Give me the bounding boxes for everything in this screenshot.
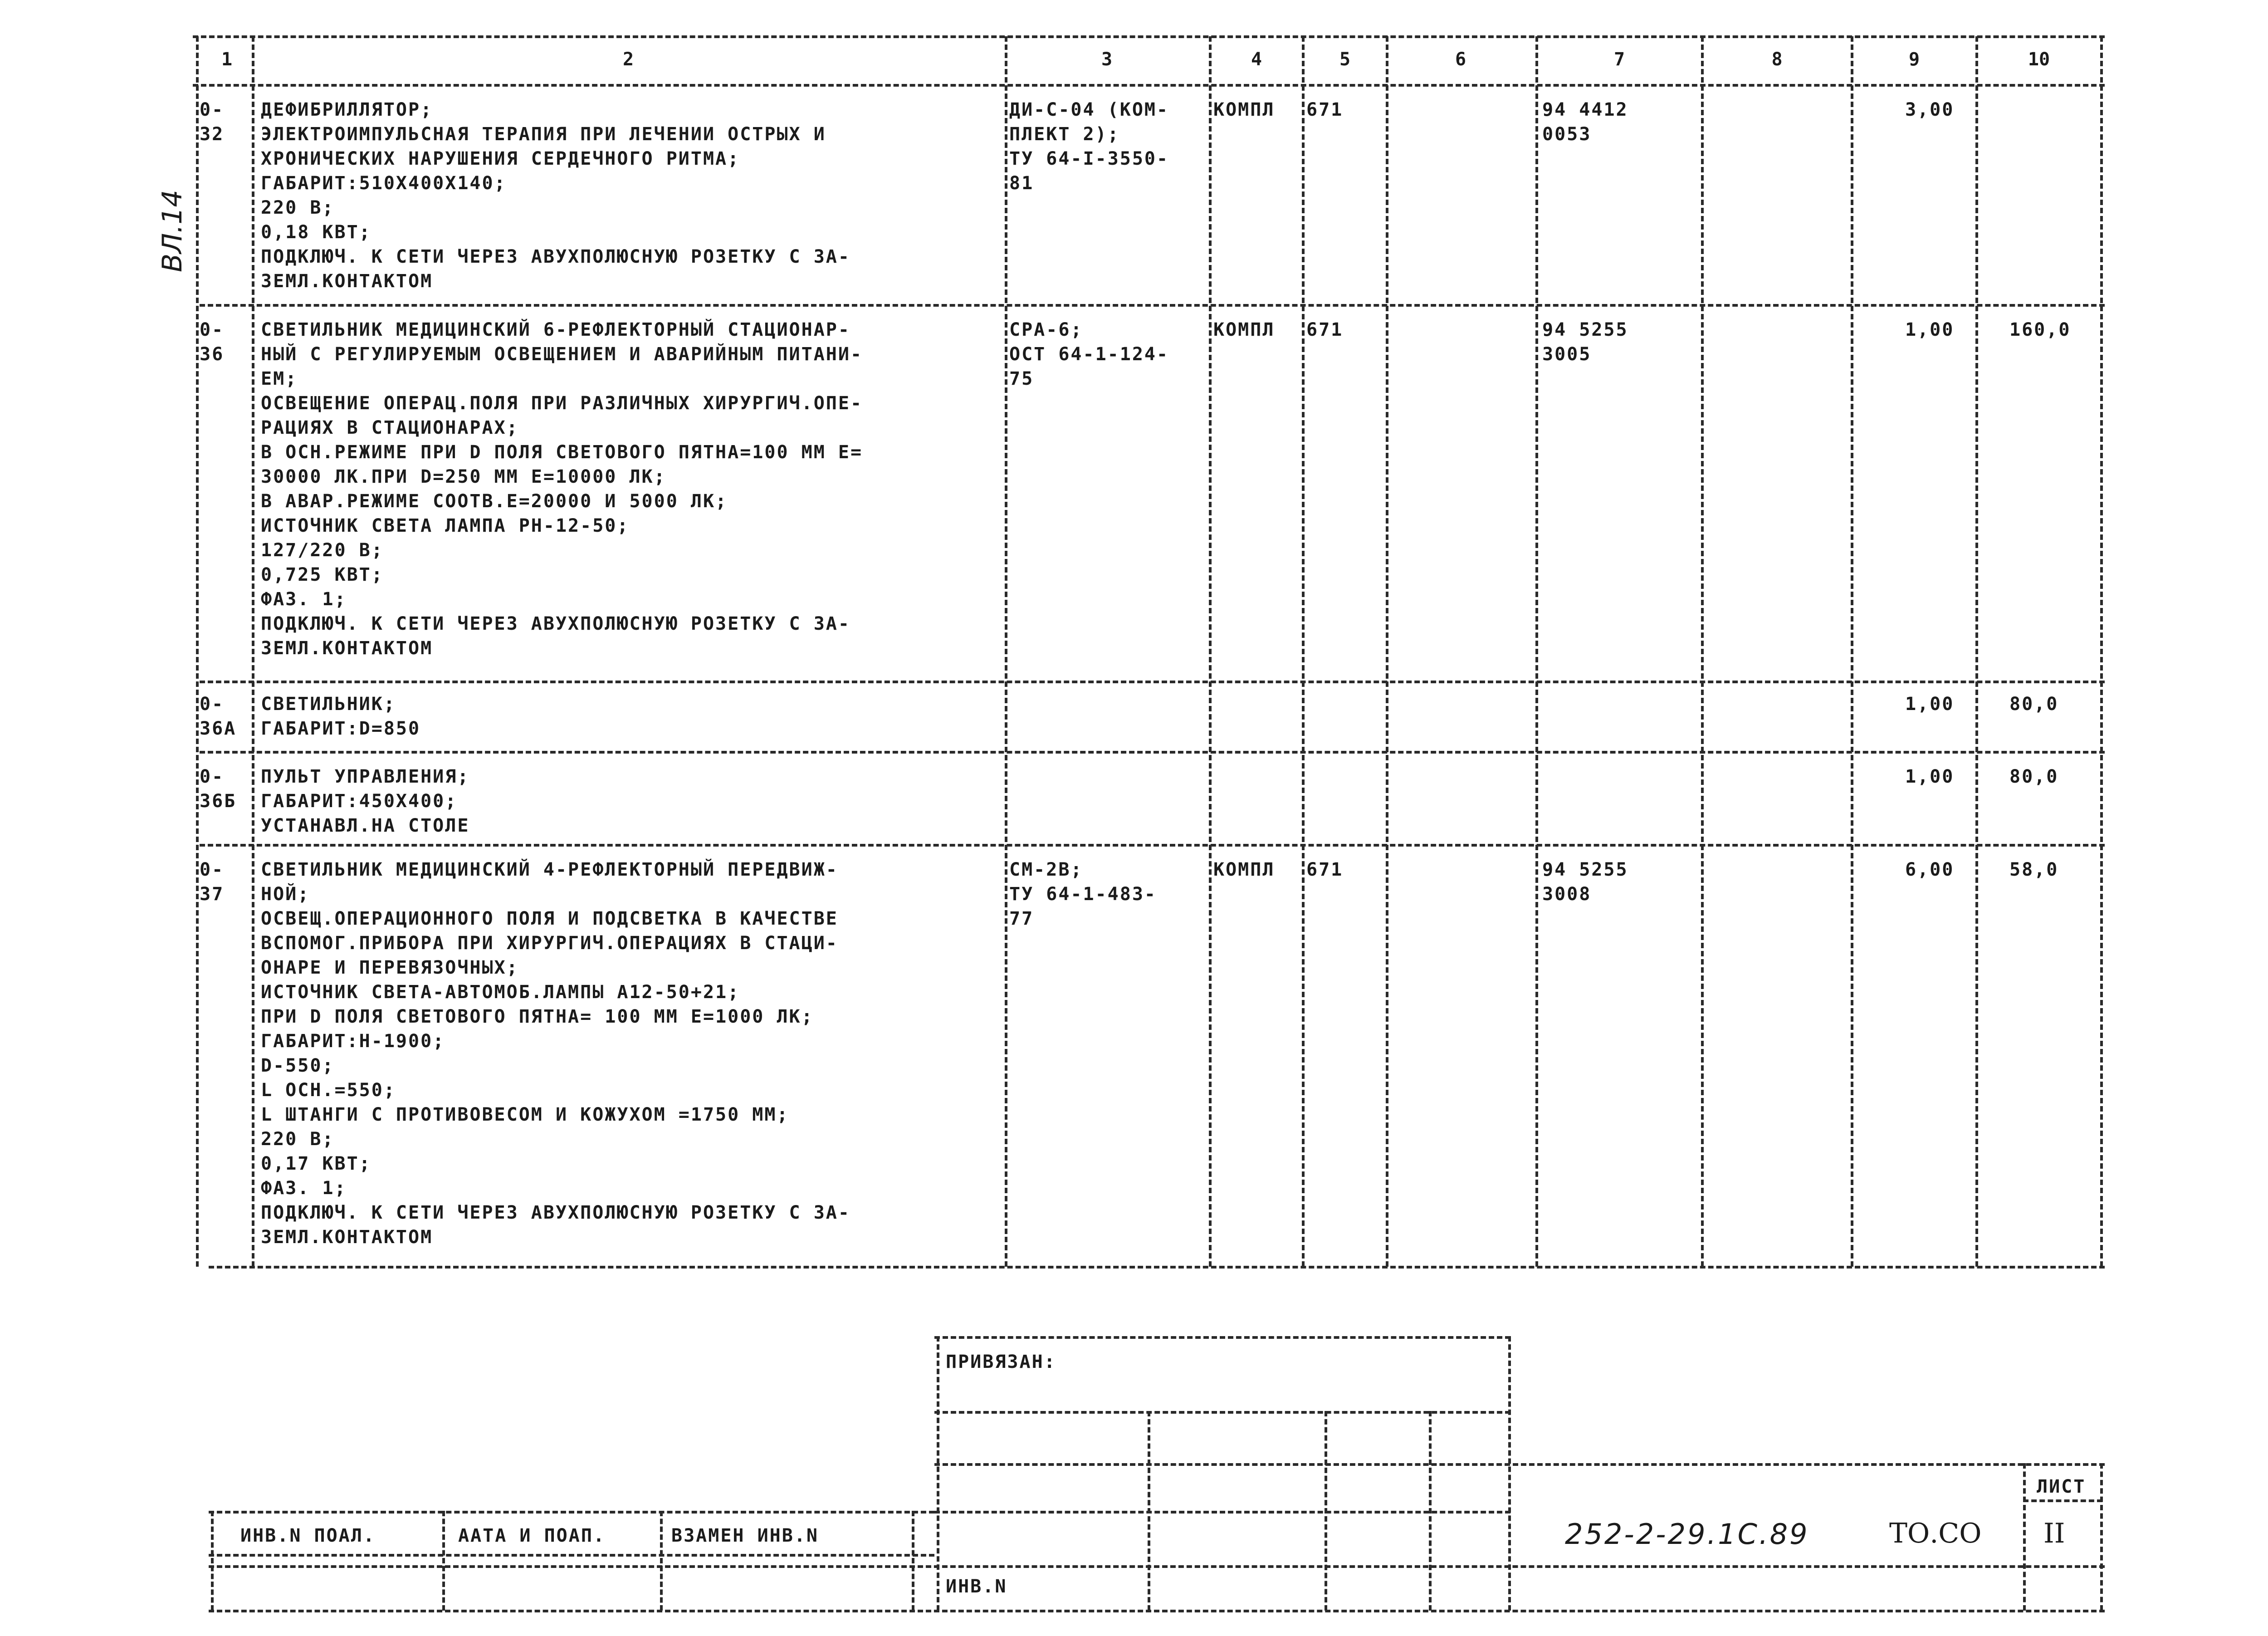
header-col-9: 9: [1908, 49, 1920, 70]
document-designation: 252-2-29.1С.89: [1565, 1518, 1809, 1551]
row-position: 0- 36: [200, 319, 225, 365]
tb-rule: [934, 1336, 1510, 1339]
tb-rule: [209, 1554, 934, 1557]
col-rule: [2100, 36, 2103, 1267]
header-col-5: 5: [1339, 49, 1351, 70]
margin-stamp: ВЛ.14: [156, 190, 188, 272]
document-code: ТО.СО: [1889, 1518, 1982, 1549]
tb-rule: [1508, 1336, 1511, 1611]
row-divider: [200, 844, 2105, 847]
row-unit: КОМПЛ: [1213, 319, 1275, 340]
col-rule: [1005, 36, 1007, 1267]
row-col7: 94 5255 3005: [1542, 319, 1628, 365]
row-divider: [200, 304, 2105, 307]
row-col7: 94 4412 0053: [1542, 99, 1628, 145]
tb-rule: [442, 1511, 445, 1611]
col-rule: [252, 36, 254, 1267]
row-divider: [200, 681, 2105, 683]
col-rule: [1975, 36, 1978, 1267]
table-top-rule: [193, 35, 2105, 38]
tb-rule: [2100, 1463, 2103, 1611]
col-rule: [1701, 36, 1704, 1267]
row-mass: 80,0: [2009, 694, 2059, 715]
tb-rule: [660, 1511, 663, 1611]
header-col-10: 10: [2028, 49, 2050, 70]
tb-rule: [912, 1511, 914, 1611]
row-type: СРА-6; ОСТ 64-1-124- 75: [1009, 319, 1169, 389]
header-col-7: 7: [1613, 49, 1625, 70]
row-description: СВЕТИЛЬНИК МЕДИЦИНСКИЙ 4-РЕФЛЕКТОРНЫЙ ПЕРЕДВИЖ- НОЙ; ОСВЕЩ.ОПЕРАЦИОННОГО ПОЛЯ И ПОДСВЕТКА В КАЧЕСТВЕ ВСПОМОГ.ПРИБОРА ПРИ ХИРУРГИЧ.ОПЕРАЦИЯХ В СТАЦИ- ОНАРЕ И ПЕРЕВЯЗОЧНЫХ; ИСТОЧНИК СВЕТА-АВТОМОБ.ЛАМПЫ А12-50+21; ПРИ D ПОЛЯ СВЕТОВОГО ПЯТНА= 100 ММ Е=1000 ЛК; ГАБАРИТ:Н-1900; D-550; L ОСН.=550; L ШТАНГИ С ПРОТИВОВЕСОМ И КОЖУХОМ =1750 ММ; 220 В; 0,17 КВТ; ФАЗ. 1; ПОДКЛЮЧ. К СЕТИ ЧЕРЕЗ АВУХПОЛЮСНУЮ РОЗЕТКУ С ЗА- ЗЕМЛ.КОНТАКТОМ: [261, 859, 850, 1248]
tb-rule: [209, 1610, 2105, 1612]
row-code: 671: [1306, 859, 1344, 880]
data-podp-label: ААТА И ПОАП.: [458, 1525, 606, 1546]
row-qty: 6,00: [1905, 859, 1955, 880]
row-unit: КОМПЛ: [1213, 859, 1275, 880]
row-qty: 3,00: [1905, 99, 1955, 120]
inv-n-label: ИНВ.N: [946, 1576, 1007, 1597]
header-col-2: 2: [622, 49, 634, 70]
col-rule: [196, 36, 199, 1267]
row-col7: 94 5255 3008: [1542, 859, 1628, 905]
header-bottom-rule: [193, 84, 2105, 87]
tb-rule: [2023, 1499, 2102, 1502]
tb-rule: [209, 1511, 934, 1514]
row-description: ДЕФИБРИЛЛЯТОР; ЭЛЕКТРОИМПУЛЬСНАЯ ТЕРАПИЯ ПРИ ЛЕЧЕНИИ ОСТРЫХ И ХРОНИЧЕСКИХ НАРУШЕНИЯ СЕРДЕЧНОГО РИТМА; ГАБАРИТ:510Х400Х140; 220 В; 0,18 КВТ; ПОДКЛЮЧ. К СЕТИ ЧЕРЕЗ АВУХПОЛЮСНУЮ РОЗЕТКУ С ЗА- ЗЕМЛ.КОНТАКТОМ: [261, 99, 850, 292]
col-rule: [1535, 36, 1538, 1267]
tb-rule: [211, 1511, 214, 1611]
row-position: 0- 36А: [200, 694, 237, 739]
row-type: ДИ-С-04 (КОМ- ПЛЕКТ 2); ТУ 64-I-3550- 81: [1009, 99, 1169, 194]
row-description: СВЕТИЛЬНИК; ГАБАРИТ:D=850: [261, 694, 421, 739]
header-col-4: 4: [1251, 49, 1262, 70]
header-col-8: 8: [1771, 49, 1783, 70]
row-description: СВЕТИЛЬНИК МЕДИЦИНСКИЙ 6-РЕФЛЕКТОРНЫЙ СТАЦИОНАР- НЫЙ С РЕГУЛИРУЕМЫМ ОСВЕЩЕНИЕМ И АВАРИЙНЫМ ПИТАНИ- ЕМ; ОСВЕЩЕНИЕ ОПЕРАЦ.ПОЛЯ ПРИ РАЗЛИЧНЫХ ХИРУРГИЧ.ОПЕ- РАЦИЯХ В СТАЦИОНАРАХ; В ОСН.РЕЖИМЕ ПРИ D ПОЛЯ СВЕТОВОГО ПЯТНА=100 ММ Е= 30000 ЛК.ПРИ D=250 ММ Е=10000 ЛК; В АВАР.РЕЖИМЕ СООТВ.Е=20000 И 5000 ЛК; ИСТОЧНИК СВЕТА ЛАМПА РН-12-50; 127/220 В; 0,725 КВТ; ФАЗ. 1; ПОДКЛЮЧ. К СЕТИ ЧЕРЕЗ АВУХПОЛЮСНУЮ РОЗЕТКУ С ЗА- ЗЕМЛ.КОНТАКТОМ: [261, 319, 863, 659]
row-mass: 80,0: [2009, 766, 2059, 787]
row-position: 0- 36Б: [200, 766, 237, 812]
row-unit: КОМПЛ: [1213, 99, 1275, 120]
row-mass: 160,0: [2009, 319, 2071, 340]
tb-rule: [1429, 1411, 1432, 1611]
sheet-label: ЛИСТ: [2037, 1476, 2086, 1497]
col-rule: [1851, 36, 1853, 1267]
row-position: 0- 37: [200, 859, 225, 905]
sheet-number: II: [2043, 1518, 2065, 1549]
tb-rule: [934, 1463, 2105, 1466]
header-col-6: 6: [1455, 49, 1466, 70]
header-col-3: 3: [1101, 49, 1113, 70]
tb-rule: [1148, 1411, 1150, 1611]
row-qty: 1,00: [1905, 694, 1955, 715]
tb-rule: [934, 1411, 1510, 1414]
tb-rule: [209, 1565, 2105, 1568]
col-rule: [1386, 36, 1388, 1267]
row-code: 671: [1306, 99, 1344, 120]
table-bottom-rule: [209, 1266, 2105, 1269]
privyazan-label: ПРИВЯЗАН:: [946, 1352, 1056, 1372]
row-divider: [200, 751, 2105, 754]
col-rule: [1209, 36, 1212, 1267]
col-rule: [1302, 36, 1305, 1267]
tb-rule: [937, 1336, 939, 1611]
row-qty: 1,00: [1905, 766, 1955, 787]
tb-rule: [2023, 1463, 2026, 1611]
row-code: 671: [1306, 319, 1344, 340]
row-position: 0- 32: [200, 99, 225, 145]
inv-podl-label: ИНВ.N ПОАЛ.: [240, 1525, 376, 1546]
header-col-1: 1: [221, 49, 233, 70]
row-mass: 58,0: [2009, 859, 2059, 880]
row-type: СМ-2В; ТУ 64-1-483- 77: [1009, 859, 1157, 929]
tb-rule: [1325, 1411, 1327, 1611]
tb-rule: [934, 1511, 1510, 1514]
row-description: ПУЛЬТ УПРАВЛЕНИЯ; ГАБАРИТ:450Х400; УСТАНАВЛ.НА СТОЛЕ: [261, 766, 470, 836]
row-qty: 1,00: [1905, 319, 1955, 340]
vzamen-label: ВЗАМЕН ИНВ.N: [671, 1525, 819, 1546]
